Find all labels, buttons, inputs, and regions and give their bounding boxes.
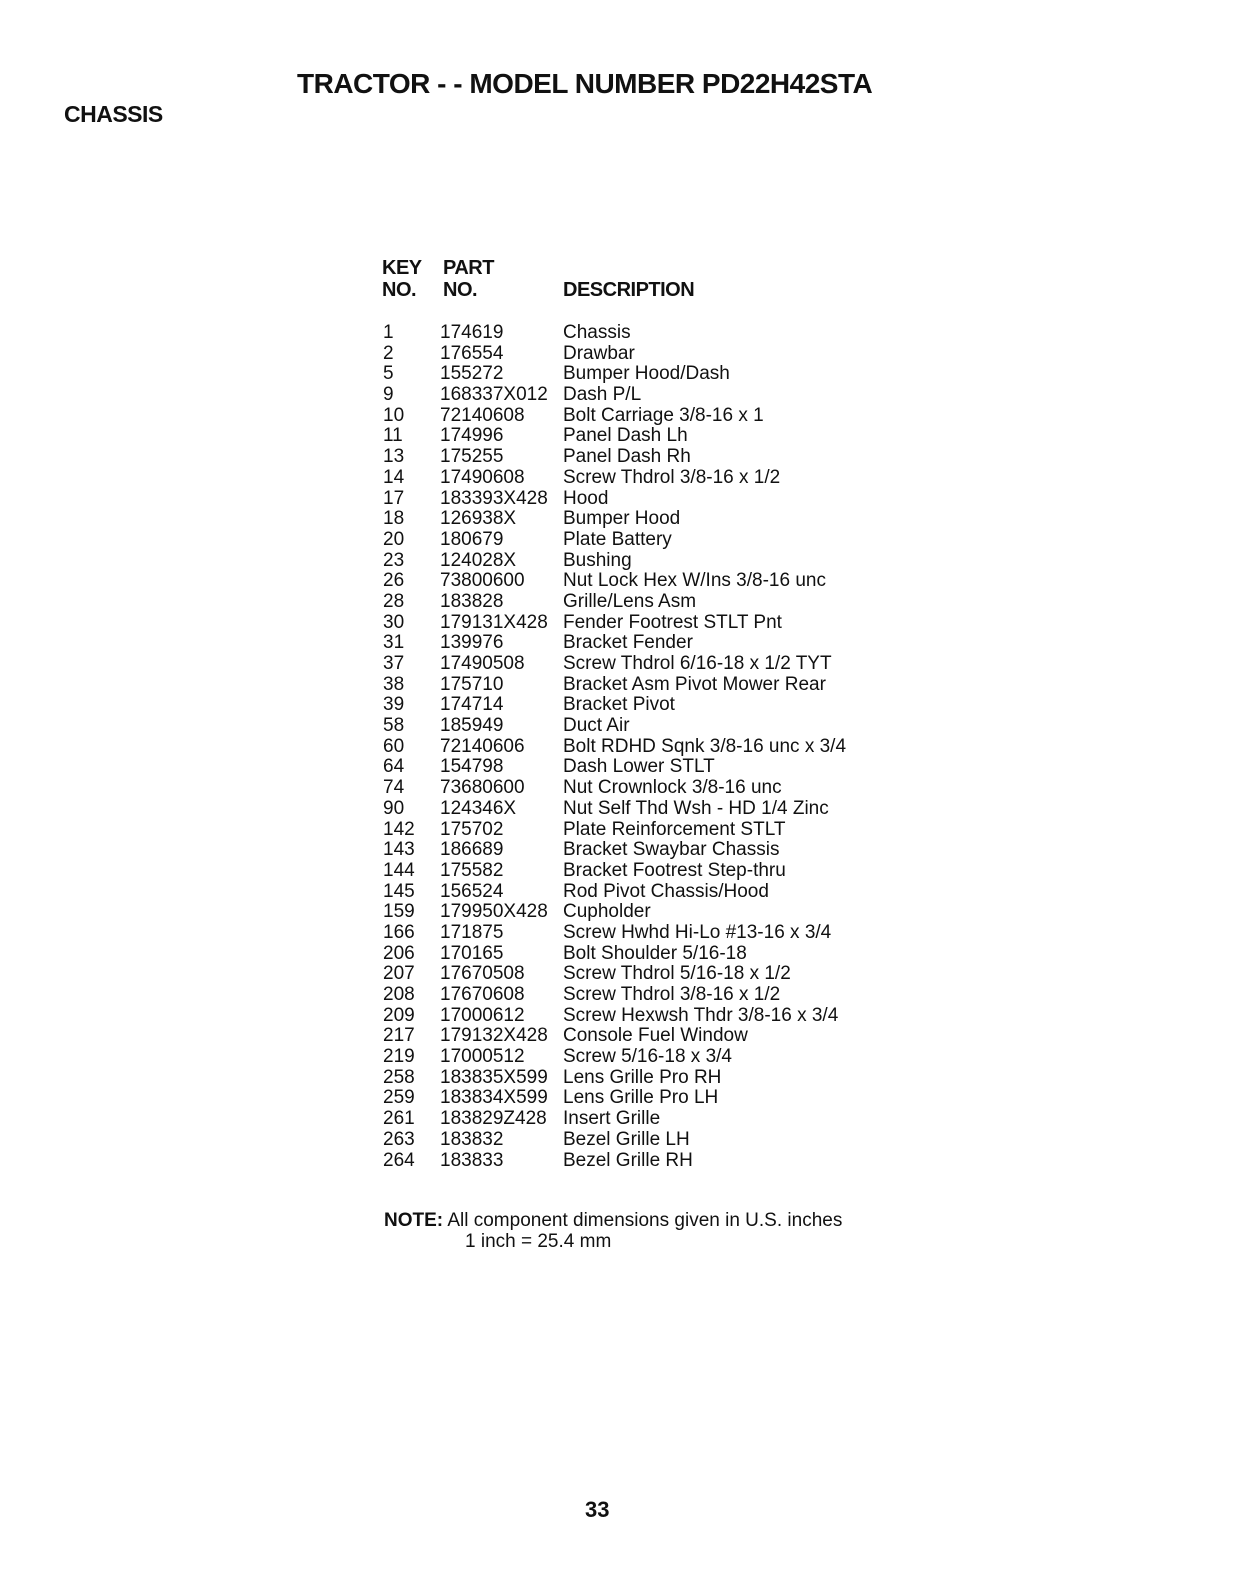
part-description: Bushing (563, 549, 632, 571)
table-row (383, 902, 903, 923)
part-description: Bracket Footrest Step-thru (563, 859, 786, 881)
part-number: 168337X012 (440, 384, 548, 406)
key-number: 143 (383, 839, 415, 861)
page-title: TRACTOR - - MODEL NUMBER PD22H42STA (297, 68, 873, 99)
part-number: 171875 (440, 921, 504, 943)
table-row (383, 695, 903, 716)
part-description: Panel Dash Lh (563, 425, 688, 447)
part-description: Bolt Carriage 3/8-16 x 1 (563, 404, 764, 426)
table-row (383, 551, 903, 572)
part-description: Cupholder (563, 901, 651, 923)
key-number: 166 (383, 921, 415, 943)
part-number: 183834X599 (440, 1087, 548, 1109)
key-number: 1 (383, 322, 394, 343)
column-header-part-line1: PART (443, 257, 494, 279)
part-number: 183832 (440, 1128, 504, 1150)
key-number: 2 (383, 342, 394, 364)
part-description: Duct Air (563, 715, 630, 737)
note-conversion: 1 inch = 25.4 mm (465, 1231, 612, 1252)
table-row (383, 985, 903, 1006)
table-row (383, 1047, 903, 1068)
part-number: 179132X428 (440, 1025, 548, 1047)
key-number: 5 (383, 363, 394, 385)
key-number: 207 (383, 963, 415, 985)
part-description: Plate Battery (563, 528, 672, 550)
part-number: 170165 (440, 942, 504, 964)
part-number: 183835X599 (440, 1066, 548, 1088)
parts-list (383, 323, 903, 1171)
key-number: 37 (383, 653, 405, 674)
part-description: Bracket Fender (563, 632, 693, 654)
part-description: Fender Footrest STLT Pnt (563, 611, 782, 633)
key-number: 209 (383, 1004, 415, 1026)
part-description: Drawbar (563, 342, 635, 364)
table-row (383, 923, 903, 944)
key-number: 18 (383, 508, 405, 530)
key-number: 26 (383, 570, 405, 592)
table-row (383, 468, 903, 489)
part-description: Panel Dash Rh (563, 446, 691, 468)
table-row (383, 530, 903, 551)
key-number: 219 (383, 1046, 415, 1068)
part-number: 185949 (440, 715, 504, 737)
column-header-key-line1: KEY (382, 257, 422, 279)
table-row (383, 1151, 903, 1172)
table-row (383, 1026, 903, 1047)
key-number: 264 (383, 1149, 415, 1171)
part-description: Bracket Swaybar Chassis (563, 839, 780, 861)
part-number: 156524 (440, 880, 504, 902)
key-number: 13 (383, 446, 405, 468)
key-number: 28 (383, 590, 405, 612)
part-number: 175255 (440, 446, 504, 468)
key-number: 144 (383, 859, 415, 881)
part-number: 174714 (440, 694, 504, 716)
part-number: 174996 (440, 425, 504, 447)
key-number: 60 (383, 735, 405, 757)
part-number: 124346X (440, 797, 517, 819)
key-number: 208 (383, 984, 415, 1005)
part-number: 183828 (440, 590, 504, 612)
part-description: Lens Grille Pro RH (563, 1066, 722, 1088)
key-number: 38 (383, 673, 405, 695)
part-number: 183393X428 (440, 487, 548, 509)
table-row (383, 364, 903, 385)
part-number: 72140608 (440, 404, 525, 426)
table-row (383, 820, 903, 841)
part-description: Nut Self Thd Wsh - HD 1/4 Zinc (563, 797, 829, 819)
table-row (383, 1109, 903, 1130)
part-description: Bumper Hood (563, 508, 681, 530)
table-row (383, 447, 903, 468)
part-number: 154798 (440, 756, 504, 778)
table-row (383, 344, 903, 365)
table-row (383, 1088, 903, 1109)
table-row (383, 1130, 903, 1151)
table-row (383, 1006, 903, 1027)
part-description: Grille/Lens Asm (563, 590, 697, 612)
table-row (383, 509, 903, 530)
part-description: Screw Thdrol 6/16-18 x 1/2 TYT (563, 653, 832, 674)
key-number: 261 (383, 1108, 415, 1130)
key-number: 58 (383, 715, 405, 737)
column-header-part-line2: NO. (443, 279, 478, 301)
part-number: 180679 (440, 528, 504, 550)
part-description: Screw Thdrol 5/16-18 x 1/2 (563, 963, 791, 985)
table-row (383, 571, 903, 592)
key-number: 159 (383, 901, 415, 923)
part-number: 17670508 (440, 963, 525, 985)
key-number: 145 (383, 880, 415, 902)
part-number: 186689 (440, 839, 504, 861)
column-header-description: DESCRIPTION (563, 279, 695, 301)
table-row (383, 592, 903, 613)
part-description: Hood (563, 487, 609, 509)
part-description: Bracket Asm Pivot Mower Rear (563, 673, 826, 695)
part-description: Nut Crownlock 3/8-16 unc (563, 777, 782, 799)
table-row (383, 323, 903, 344)
key-number: 9 (383, 384, 394, 406)
key-number: 10 (383, 404, 405, 426)
table-row (383, 778, 903, 799)
part-description: Rod Pivot Chassis/Hood (563, 880, 769, 902)
key-number: 30 (383, 611, 405, 633)
part-number: 183833 (440, 1149, 504, 1171)
key-number: 90 (383, 797, 405, 819)
part-description: Plate Reinforcement STLT (563, 818, 786, 840)
key-number: 217 (383, 1025, 415, 1047)
table-row (383, 426, 903, 447)
table-row (383, 944, 903, 965)
part-number: 124028X (440, 549, 517, 571)
key-number: 20 (383, 528, 405, 550)
part-number: 17000612 (440, 1004, 525, 1026)
table-row (383, 654, 903, 675)
key-number: 206 (383, 942, 415, 964)
key-number: 23 (383, 549, 405, 571)
part-description: Bolt Shoulder 5/16-18 (563, 942, 747, 964)
part-number: 175710 (440, 673, 504, 695)
table-row (383, 406, 903, 427)
table-row (383, 716, 903, 737)
part-description: Console Fuel Window (563, 1025, 748, 1047)
part-number: 73800600 (440, 570, 525, 592)
key-number: 39 (383, 694, 405, 716)
table-row (383, 882, 903, 903)
table-row (383, 489, 903, 510)
key-number: 263 (383, 1128, 415, 1150)
column-header-part (443, 257, 494, 301)
part-description: Dash Lower STLT (563, 756, 715, 778)
part-description: Chassis (563, 322, 631, 343)
note-text: All component dimensions given in U.S. inches (447, 1210, 843, 1231)
note-label: NOTE: (384, 1210, 444, 1231)
part-number: 73680600 (440, 777, 525, 799)
table-row (383, 964, 903, 985)
column-header-key-line2: NO. (382, 279, 417, 301)
part-number: 176554 (440, 342, 504, 364)
part-description: Insert Grille (563, 1108, 661, 1130)
part-description: Bezel Grille LH (563, 1128, 690, 1150)
table-row (383, 385, 903, 406)
part-number: 179950X428 (440, 901, 548, 923)
part-description: Bezel Grille RH (563, 1149, 693, 1171)
page-number: 33 (585, 1497, 610, 1522)
part-number: 174619 (440, 322, 504, 343)
key-number: 11 (383, 425, 403, 447)
key-number: 142 (383, 818, 415, 840)
section-title: CHASSIS (64, 101, 163, 127)
table-row (383, 1068, 903, 1089)
key-number: 259 (383, 1087, 415, 1109)
part-description: Bumper Hood/Dash (563, 363, 730, 385)
note (384, 1210, 842, 1231)
part-number: 17490508 (440, 653, 525, 674)
part-description: Bracket Pivot (563, 694, 675, 716)
part-description: Screw Hexwsh Thdr 3/8-16 x 3/4 (563, 1004, 839, 1026)
part-number: 17670608 (440, 984, 525, 1005)
table-row (383, 861, 903, 882)
part-description: Lens Grille Pro LH (563, 1087, 719, 1109)
part-description: Screw Thdrol 3/8-16 x 1/2 (563, 984, 781, 1005)
part-description: Screw Thdrol 3/8-16 x 1/2 (563, 466, 781, 488)
key-number: 17 (383, 487, 405, 509)
part-description: Bolt RDHD Sqnk 3/8-16 unc x 3/4 (563, 735, 847, 757)
table-row (383, 840, 903, 861)
key-number: 258 (383, 1066, 415, 1088)
part-number: 179131X428 (440, 611, 548, 633)
key-number: 64 (383, 756, 405, 778)
part-number: 126938X (440, 508, 517, 530)
part-description: Screw 5/16-18 x 3/4 (563, 1046, 732, 1068)
part-number: 17490608 (440, 466, 525, 488)
table-row (383, 613, 903, 634)
table-row (383, 675, 903, 696)
key-number: 31 (383, 632, 405, 654)
table-row (383, 757, 903, 778)
part-number: 72140606 (440, 735, 525, 757)
table-row (383, 737, 903, 758)
part-description: Dash P/L (563, 384, 642, 406)
column-header-key (382, 257, 422, 301)
part-number: 155272 (440, 363, 504, 385)
part-number: 139976 (440, 632, 504, 654)
part-description: Nut Lock Hex W/Ins 3/8-16 unc (563, 570, 826, 592)
part-description: Screw Hwhd Hi-Lo #13-16 x 3/4 (563, 921, 832, 943)
part-number: 175582 (440, 859, 504, 881)
part-number: 183829Z428 (440, 1108, 547, 1130)
key-number: 14 (383, 466, 405, 488)
table-row (383, 633, 903, 654)
part-number: 17000512 (440, 1046, 525, 1068)
key-number: 74 (383, 777, 405, 799)
table-row (383, 799, 903, 820)
part-number: 175702 (440, 818, 504, 840)
